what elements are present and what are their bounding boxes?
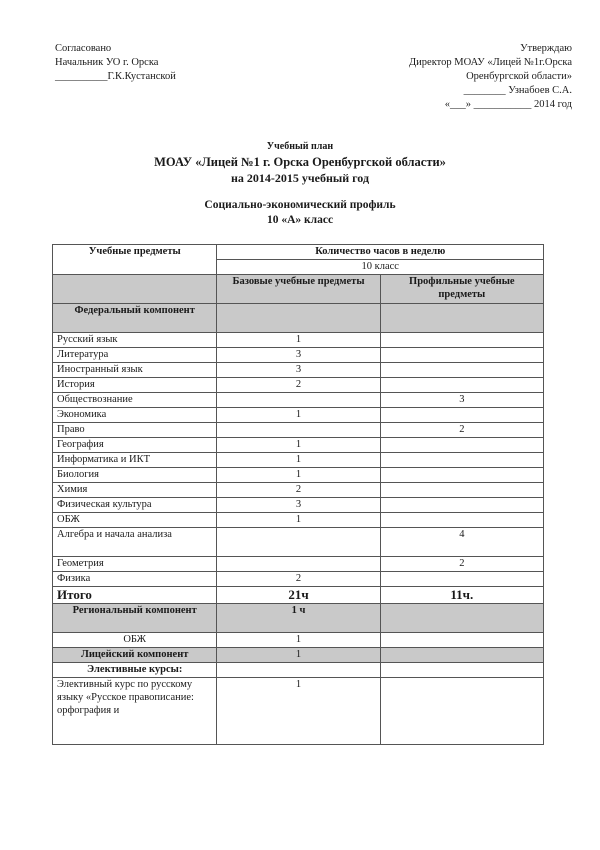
approval-agreed-block — [55, 42, 176, 84]
approval-approved-position: Директор МОАУ «Лицей №1г.Орска — [409, 57, 572, 68]
profile-hours — [380, 408, 543, 423]
elective-course-name: Элективный курс по русскому языку «Русское правописание: орфография и — [53, 678, 217, 745]
table-row — [53, 453, 544, 468]
base-hours: 1 — [217, 333, 380, 348]
empty-cell — [380, 604, 543, 633]
regional-subject-hours: 1 — [217, 633, 380, 648]
table-row — [53, 438, 544, 453]
approval-approved-date: «___» ___________ 2014 год — [444, 99, 572, 110]
base-hours: 3 — [217, 348, 380, 363]
header-base-subjects: Базовые учебные предметы — [217, 275, 380, 304]
base-hours: 2 — [217, 378, 380, 393]
profile-hours — [380, 468, 543, 483]
table-row — [53, 572, 544, 587]
document-title — [0, 140, 600, 186]
approval-approved-title: Утверждаю — [520, 43, 572, 54]
subject-name: Биология — [53, 468, 217, 483]
base-hours: 2 — [217, 572, 380, 587]
profile-hours — [380, 498, 543, 513]
header-profile-subjects: Профильные учебные предметы — [380, 275, 543, 304]
table-row — [53, 468, 544, 483]
base-hours: 1 — [217, 453, 380, 468]
header-subjects: Учебные предметы — [53, 245, 217, 275]
elective-course-hours: 1 — [217, 678, 380, 745]
table-row — [53, 393, 544, 408]
table-row — [53, 363, 544, 378]
table-row — [53, 557, 544, 572]
empty-cell — [380, 648, 543, 663]
subject-name: Физика — [53, 572, 217, 587]
profile-hours — [380, 513, 543, 528]
profile-hours — [380, 572, 543, 587]
subject-name: Обществознание — [53, 393, 217, 408]
title-line-1: Учебный план — [266, 141, 334, 152]
profile-hours: 3 — [380, 393, 543, 408]
subject-name: История — [53, 378, 217, 393]
table-header-row — [53, 245, 544, 260]
profile-hours: 2 — [380, 423, 543, 438]
subject-name: Иностранный язык — [53, 363, 217, 378]
regional-component-row — [53, 604, 544, 633]
total-row — [53, 587, 544, 604]
profile-hours — [380, 378, 543, 393]
table-row — [53, 333, 544, 348]
base-hours — [217, 557, 380, 572]
header-empty-cell — [53, 275, 217, 304]
curriculum-table — [52, 244, 544, 745]
lyceum-hours: 1 — [217, 648, 380, 663]
base-hours: 3 — [217, 498, 380, 513]
lyceum-component-label: Лицейский компонент — [53, 648, 217, 663]
subject-name: Геометрия — [53, 557, 217, 572]
approval-agreed-position: Начальник УО г. Орска — [55, 57, 159, 68]
approval-agreed-signature: __________Г.К.Кустанской — [55, 71, 176, 82]
profile-hours — [380, 348, 543, 363]
empty-cell — [217, 304, 380, 333]
approval-approved-block — [409, 42, 572, 112]
total-base-hours: 21ч — [217, 587, 380, 604]
subject-name: Алгебра и начала анализа — [53, 528, 217, 557]
empty-cell — [380, 663, 543, 678]
subject-name: ОБЖ — [53, 513, 217, 528]
table-row — [53, 498, 544, 513]
federal-component-label: Федеральный компонент — [53, 304, 217, 333]
profile-hours — [380, 333, 543, 348]
table-row — [53, 483, 544, 498]
approval-approved-signature: ________ Узнабоев С.А. — [463, 85, 572, 96]
regional-subject-name: ОБЖ — [53, 633, 217, 648]
base-hours — [217, 423, 380, 438]
table-row — [53, 678, 544, 745]
empty-cell — [217, 663, 380, 678]
total-profile-hours: 11ч. — [380, 587, 543, 604]
header-hours: Количество часов в неделю — [217, 245, 544, 260]
profile-hours — [380, 483, 543, 498]
empty-cell — [380, 633, 543, 648]
approval-approved-organization: Оренбургской области» — [466, 71, 572, 82]
electives-row — [53, 663, 544, 678]
base-hours: 1 — [217, 468, 380, 483]
profile-hours: 4 — [380, 528, 543, 557]
total-label: Итого — [53, 587, 217, 604]
profile-hours — [380, 453, 543, 468]
subject-name: География — [53, 438, 217, 453]
empty-cell — [380, 304, 543, 333]
approval-agreed-title: Согласовано — [55, 43, 112, 54]
subject-name: Литература — [53, 348, 217, 363]
subject-name: Экономика — [53, 408, 217, 423]
base-hours: 2 — [217, 483, 380, 498]
base-hours: 1 — [217, 408, 380, 423]
title-line-2: МОАУ «Лицей №1 г. Орска Оренбургской области» — [154, 155, 446, 169]
profile-hours: 2 — [380, 557, 543, 572]
regional-hours: 1 ч — [217, 604, 380, 633]
subject-name: Химия — [53, 483, 217, 498]
base-hours — [217, 393, 380, 408]
profile-hours — [380, 438, 543, 453]
table-row — [53, 408, 544, 423]
table-row — [53, 633, 544, 648]
table-row — [53, 423, 544, 438]
subject-name: Русский язык — [53, 333, 217, 348]
title-line-3: на 2014-2015 учебный год — [230, 171, 370, 185]
table-row — [53, 378, 544, 393]
table-row — [53, 348, 544, 363]
table-header-row — [53, 275, 544, 304]
profile-name: Социально-экономический профиль — [204, 199, 396, 211]
profile-hours — [380, 363, 543, 378]
base-hours — [217, 528, 380, 557]
lyceum-component-row — [53, 648, 544, 663]
federal-component-row — [53, 304, 544, 333]
base-hours: 3 — [217, 363, 380, 378]
electives-label: Элективные курсы: — [53, 663, 217, 678]
table-row — [53, 513, 544, 528]
subject-name: Право — [53, 423, 217, 438]
class-name: 10 «А» класс — [266, 214, 334, 226]
base-hours: 1 — [217, 513, 380, 528]
table-row — [53, 528, 544, 557]
base-hours: 1 — [217, 438, 380, 453]
regional-component-label: Региональный компонент — [53, 604, 217, 633]
empty-cell — [380, 678, 543, 745]
header-grade: 10 класс — [217, 260, 544, 275]
profile-heading — [0, 198, 600, 228]
subject-name: Информатика и ИКТ — [53, 453, 217, 468]
subject-name: Физическая культура — [53, 498, 217, 513]
